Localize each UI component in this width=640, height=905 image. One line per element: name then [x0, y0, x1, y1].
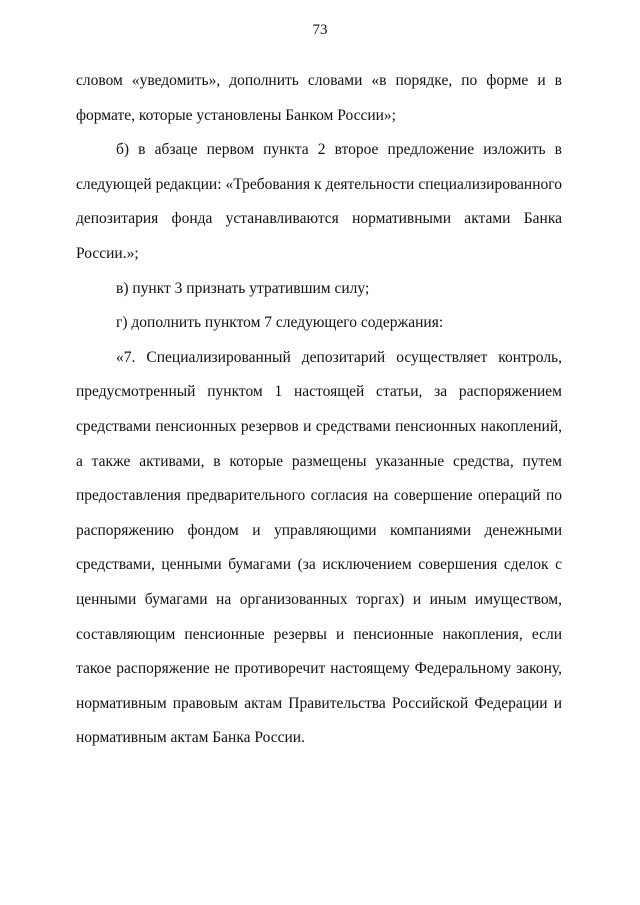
document-body	[76, 64, 562, 756]
paragraph-v: в) пункт 3 признать утратившим силу;	[116, 279, 370, 297]
paragraph-b: б) в абзаце первом пункта 2 второе предложение изложить в следующей редакции: «Требования к деятельности специализированного депозитария фонда устанавливаются нормативными актами Банка России.»;	[76, 141, 562, 262]
paragraph-g: г) дополнить пунктом 7 следующего содержания:	[116, 314, 444, 332]
paragraph-point-7: «7. Специализированный депозитарий осуществляет контроль, предусмотренный пунктом 1 настоящей статьи, за распоряжением средствами пенсионных резервов и средствами пенсионных накоплений, а также активами, в которые размещены указанные средства, путем предоставления предварительного согласия на совершение операций по распоряжению фондом и управляющими компаниями денежными средствами, ценными бумагами (за исключением совершения сделок с ценными бумагами на организованных торгах) и иным имуществом, составляющим пенсионные резервы и пенсионные накопления, если такое распоряжение не противоречит настоящему Федеральному закону, нормативным правовым актам Правительства Российской Федерации и нормативным актам Банка России.	[76, 348, 562, 747]
paragraph-continuation: словом «уведомить», дополнить словами «в порядке, по форме и в формате, которые установлены Банком России»;	[76, 72, 562, 124]
page-number: 73	[312, 22, 328, 38]
